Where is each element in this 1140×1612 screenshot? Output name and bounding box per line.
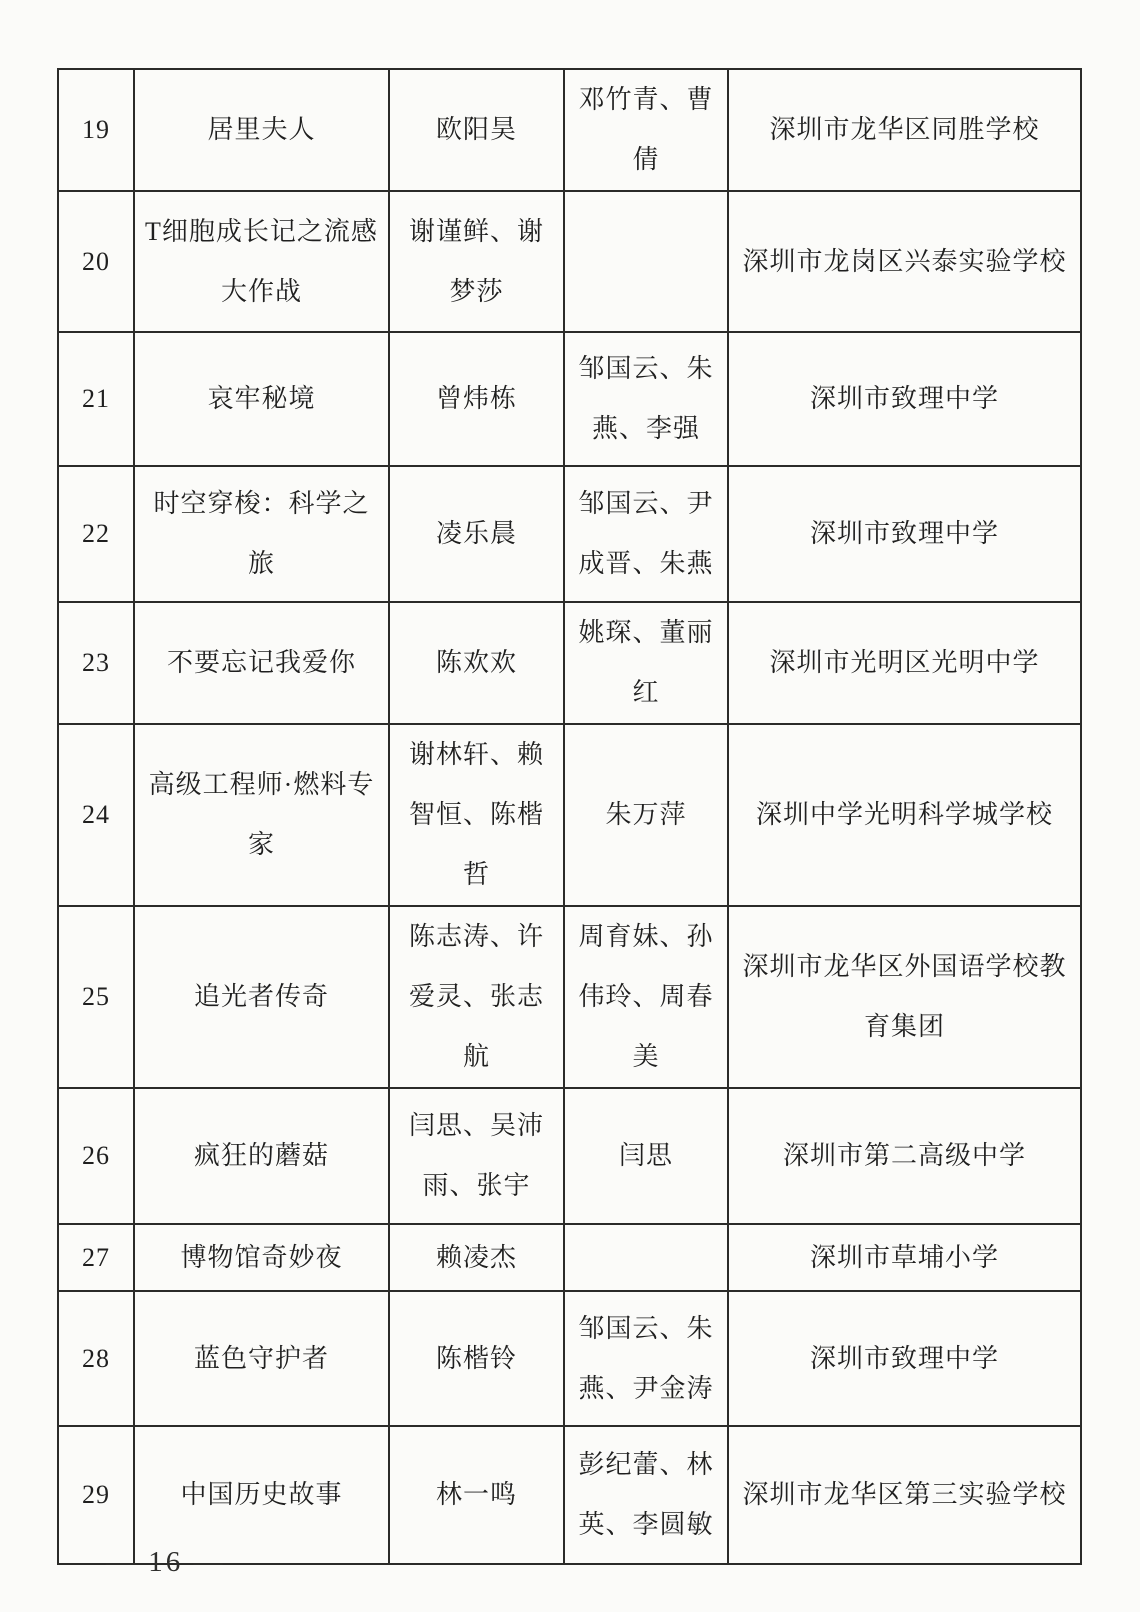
cell-serial-number: 29 — [58, 1426, 134, 1564]
cell-school: 深圳中学光明科学城学校 — [728, 724, 1081, 906]
cell-work-title: T细胞成长记之流感大作战 — [134, 191, 389, 332]
table-row — [58, 1088, 1081, 1224]
cell-authors: 凌乐晨 — [389, 466, 564, 602]
table-row — [58, 602, 1081, 724]
table-row — [58, 332, 1081, 466]
table-row — [58, 191, 1081, 332]
cell-serial-number: 24 — [58, 724, 134, 906]
cell-work-title: 蓝色守护者 — [134, 1291, 389, 1426]
table-row — [58, 1291, 1081, 1426]
cell-school: 深圳市龙华区同胜学校 — [728, 69, 1081, 191]
cell-school: 深圳市龙华区外国语学校教育集团 — [728, 906, 1081, 1088]
cell-work-title: 博物馆奇妙夜 — [134, 1224, 389, 1291]
cell-authors: 陈欢欢 — [389, 602, 564, 724]
cell-instructors: 邹国云、尹成晋、朱燕 — [564, 466, 728, 602]
cell-serial-number: 21 — [58, 332, 134, 466]
cell-authors: 陈志涛、许爱灵、张志航 — [389, 906, 564, 1088]
cell-serial-number: 27 — [58, 1224, 134, 1291]
cell-instructors: 姚琛、董丽红 — [564, 602, 728, 724]
cell-serial-number: 25 — [58, 906, 134, 1088]
cell-school: 深圳市致理中学 — [728, 466, 1081, 602]
cell-authors: 林一鸣 — [389, 1426, 564, 1564]
page-number: — 16 — — [106, 1546, 226, 1578]
table-row — [58, 906, 1081, 1088]
cell-work-title: 哀牢秘境 — [134, 332, 389, 466]
table-row — [58, 69, 1081, 191]
cell-serial-number: 28 — [58, 1291, 134, 1426]
table-row — [58, 466, 1081, 602]
cell-work-title: 疯狂的蘑菇 — [134, 1088, 389, 1224]
cell-authors: 欧阳昊 — [389, 69, 564, 191]
cell-work-title: 追光者传奇 — [134, 906, 389, 1088]
cell-authors: 赖凌杰 — [389, 1224, 564, 1291]
cell-instructors: 朱万萍 — [564, 724, 728, 906]
table-row — [58, 1426, 1081, 1564]
cell-authors: 谢林轩、赖智恒、陈楷哲 — [389, 724, 564, 906]
cell-school: 深圳市光明区光明中学 — [728, 602, 1081, 724]
awards-table-body — [58, 69, 1081, 1564]
cell-school: 深圳市龙华区第三实验学校 — [728, 1426, 1081, 1564]
cell-work-title: 时空穿梭：科学之旅 — [134, 466, 389, 602]
cell-instructors: 邓竹青、曹倩 — [564, 69, 728, 191]
cell-school: 深圳市致理中学 — [728, 332, 1081, 466]
cell-serial-number: 20 — [58, 191, 134, 332]
cell-serial-number: 19 — [58, 69, 134, 191]
cell-work-title: 不要忘记我爱你 — [134, 602, 389, 724]
cell-authors: 闫思、吴沛雨、张宇 — [389, 1088, 564, 1224]
cell-school: 深圳市致理中学 — [728, 1291, 1081, 1426]
cell-work-title: 高级工程师·燃料专家 — [134, 724, 389, 906]
cell-serial-number: 26 — [58, 1088, 134, 1224]
cell-authors: 谢谨鲜、谢梦莎 — [389, 191, 564, 332]
cell-authors: 陈楷铃 — [389, 1291, 564, 1426]
cell-instructors: 彭纪蕾、林英、李圆敏 — [564, 1426, 728, 1564]
cell-school: 深圳市第二高级中学 — [728, 1088, 1081, 1224]
table-row — [58, 1224, 1081, 1291]
cell-serial-number: 23 — [58, 602, 134, 724]
cell-instructors: 邹国云、朱燕、尹金涛 — [564, 1291, 728, 1426]
cell-instructors: 闫思 — [564, 1088, 728, 1224]
cell-work-title: 中国历史故事 — [134, 1426, 389, 1564]
table-row — [58, 724, 1081, 906]
cell-instructors: 邹国云、朱燕、李强 — [564, 332, 728, 466]
cell-school: 深圳市草埔小学 — [728, 1224, 1081, 1291]
cell-authors: 曾炜栋 — [389, 332, 564, 466]
cell-serial-number: 22 — [58, 466, 134, 602]
cell-instructors — [564, 191, 728, 332]
awards-table — [57, 68, 1082, 1565]
cell-school: 深圳市龙岗区兴泰实验学校 — [728, 191, 1081, 332]
cell-work-title: 居里夫人 — [134, 69, 389, 191]
cell-instructors: 周育妹、孙伟玲、周春美 — [564, 906, 728, 1088]
cell-instructors — [564, 1224, 728, 1291]
